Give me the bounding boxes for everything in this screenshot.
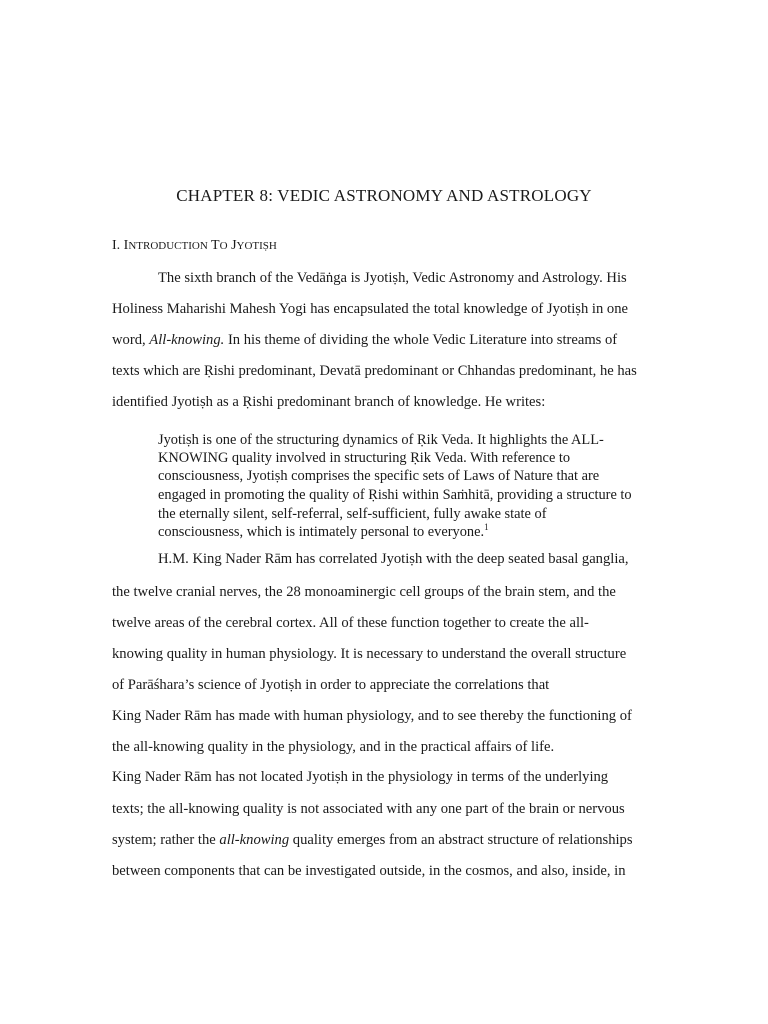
para1-line5: identified Jyotiṣh as a Ṛishi predominant branch of knowledge. He writes: xyxy=(112,394,546,410)
para2-line7: the all-knowing quality in the physiology, and in the practical affairs of life. xyxy=(112,739,555,755)
section-word2-initial: T xyxy=(211,238,220,253)
footnote-marker[interactable]: 1 xyxy=(484,522,489,533)
para1-line4: texts which are Ṛishi predominant, Devatā predominant or Chhandas predominant, he has xyxy=(112,363,637,379)
para3-line4: between components that can be investigated outside, in the cosmos, and also, inside, in xyxy=(112,863,626,879)
para1-line1: The sixth branch of the Vedāṅga is Jyotiṣh, Vedic Astronomy and Astrology. His xyxy=(158,270,627,286)
section-heading xyxy=(112,238,277,254)
para2-line1: H.M. King Nader Rām has correlated Jyotiṣh with the deep seated basal ganglia, xyxy=(158,551,629,567)
quote-line6 xyxy=(158,524,489,541)
quote-line4: engaged in promoting the quality of Ṛishi within Saṁhitā, providing a structure to xyxy=(158,487,632,503)
para3-line3-end: quality emerges from an abstract structure of relationships xyxy=(289,832,633,848)
section-word2-rest: O xyxy=(219,240,228,252)
para1-line3 xyxy=(112,332,617,349)
para2-line3: twelve areas of the cerebral cortex. All of these function together to create the all- xyxy=(112,615,589,631)
para3-line3-start: system; rather the xyxy=(112,832,220,848)
emphasis-all-knowing-2: all-knowing xyxy=(219,832,290,848)
section-word3-rest: YOTIṢH xyxy=(236,240,277,252)
quote-line2: KNOWING quality involved in structuring Ṛik Veda. With reference to xyxy=(158,450,571,466)
chapter-title: CHAPTER 8: VEDIC ASTRONOMY AND ASTROLOGY xyxy=(176,186,592,205)
emphasis-all-knowing: All-knowing. xyxy=(149,332,225,348)
para3-line2: texts; the all-knowing quality is not associated with any one part of the brain or nervous xyxy=(112,801,625,817)
para1-line3-end: In his theme of dividing the whole Vedic Literature into streams of xyxy=(224,332,618,348)
para1-line2: Holiness Maharishi Mahesh Yogi has encapsulated the total knowledge of Jyotiṣh in one xyxy=(112,301,628,317)
para1-line3-start: word, xyxy=(112,332,150,348)
section-word1-rest: NTRODUCTION xyxy=(128,240,208,252)
quote-line3: consciousness, Jyotiṣh comprises the specific sets of Laws of Nature that are xyxy=(158,468,600,484)
para2-line6: King Nader Rām has made with human physiology, and to see thereby the functioning of xyxy=(112,708,632,724)
section-word3-initial: J xyxy=(231,238,237,253)
para3-line1: King Nader Rām has not located Jyotiṣh in the physiology in terms of the underlying xyxy=(112,769,609,785)
quote-line5: the eternally silent, self-referral, self-sufficient, fully awake state of xyxy=(158,506,547,522)
section-word1-initial: I xyxy=(123,238,129,253)
quote-line6-text: consciousness, which is intimately personal to everyone. xyxy=(158,524,485,540)
para2-line2: the twelve cranial nerves, the 28 monoaminergic cell groups of the brain stem, and the xyxy=(112,584,616,600)
para3-line3 xyxy=(112,832,633,849)
para2-line5: of Parāśhara’s science of Jyotiṣh in order to appreciate the correlations that xyxy=(112,677,550,693)
quote-line1: Jyotiṣh is one of the structuring dynamics of Ṛik Veda. It highlights the ALL- xyxy=(158,432,604,448)
para2-line4: knowing quality in human physiology. It is necessary to understand the overall structure xyxy=(112,646,627,662)
section-numeral: I. xyxy=(112,238,124,253)
